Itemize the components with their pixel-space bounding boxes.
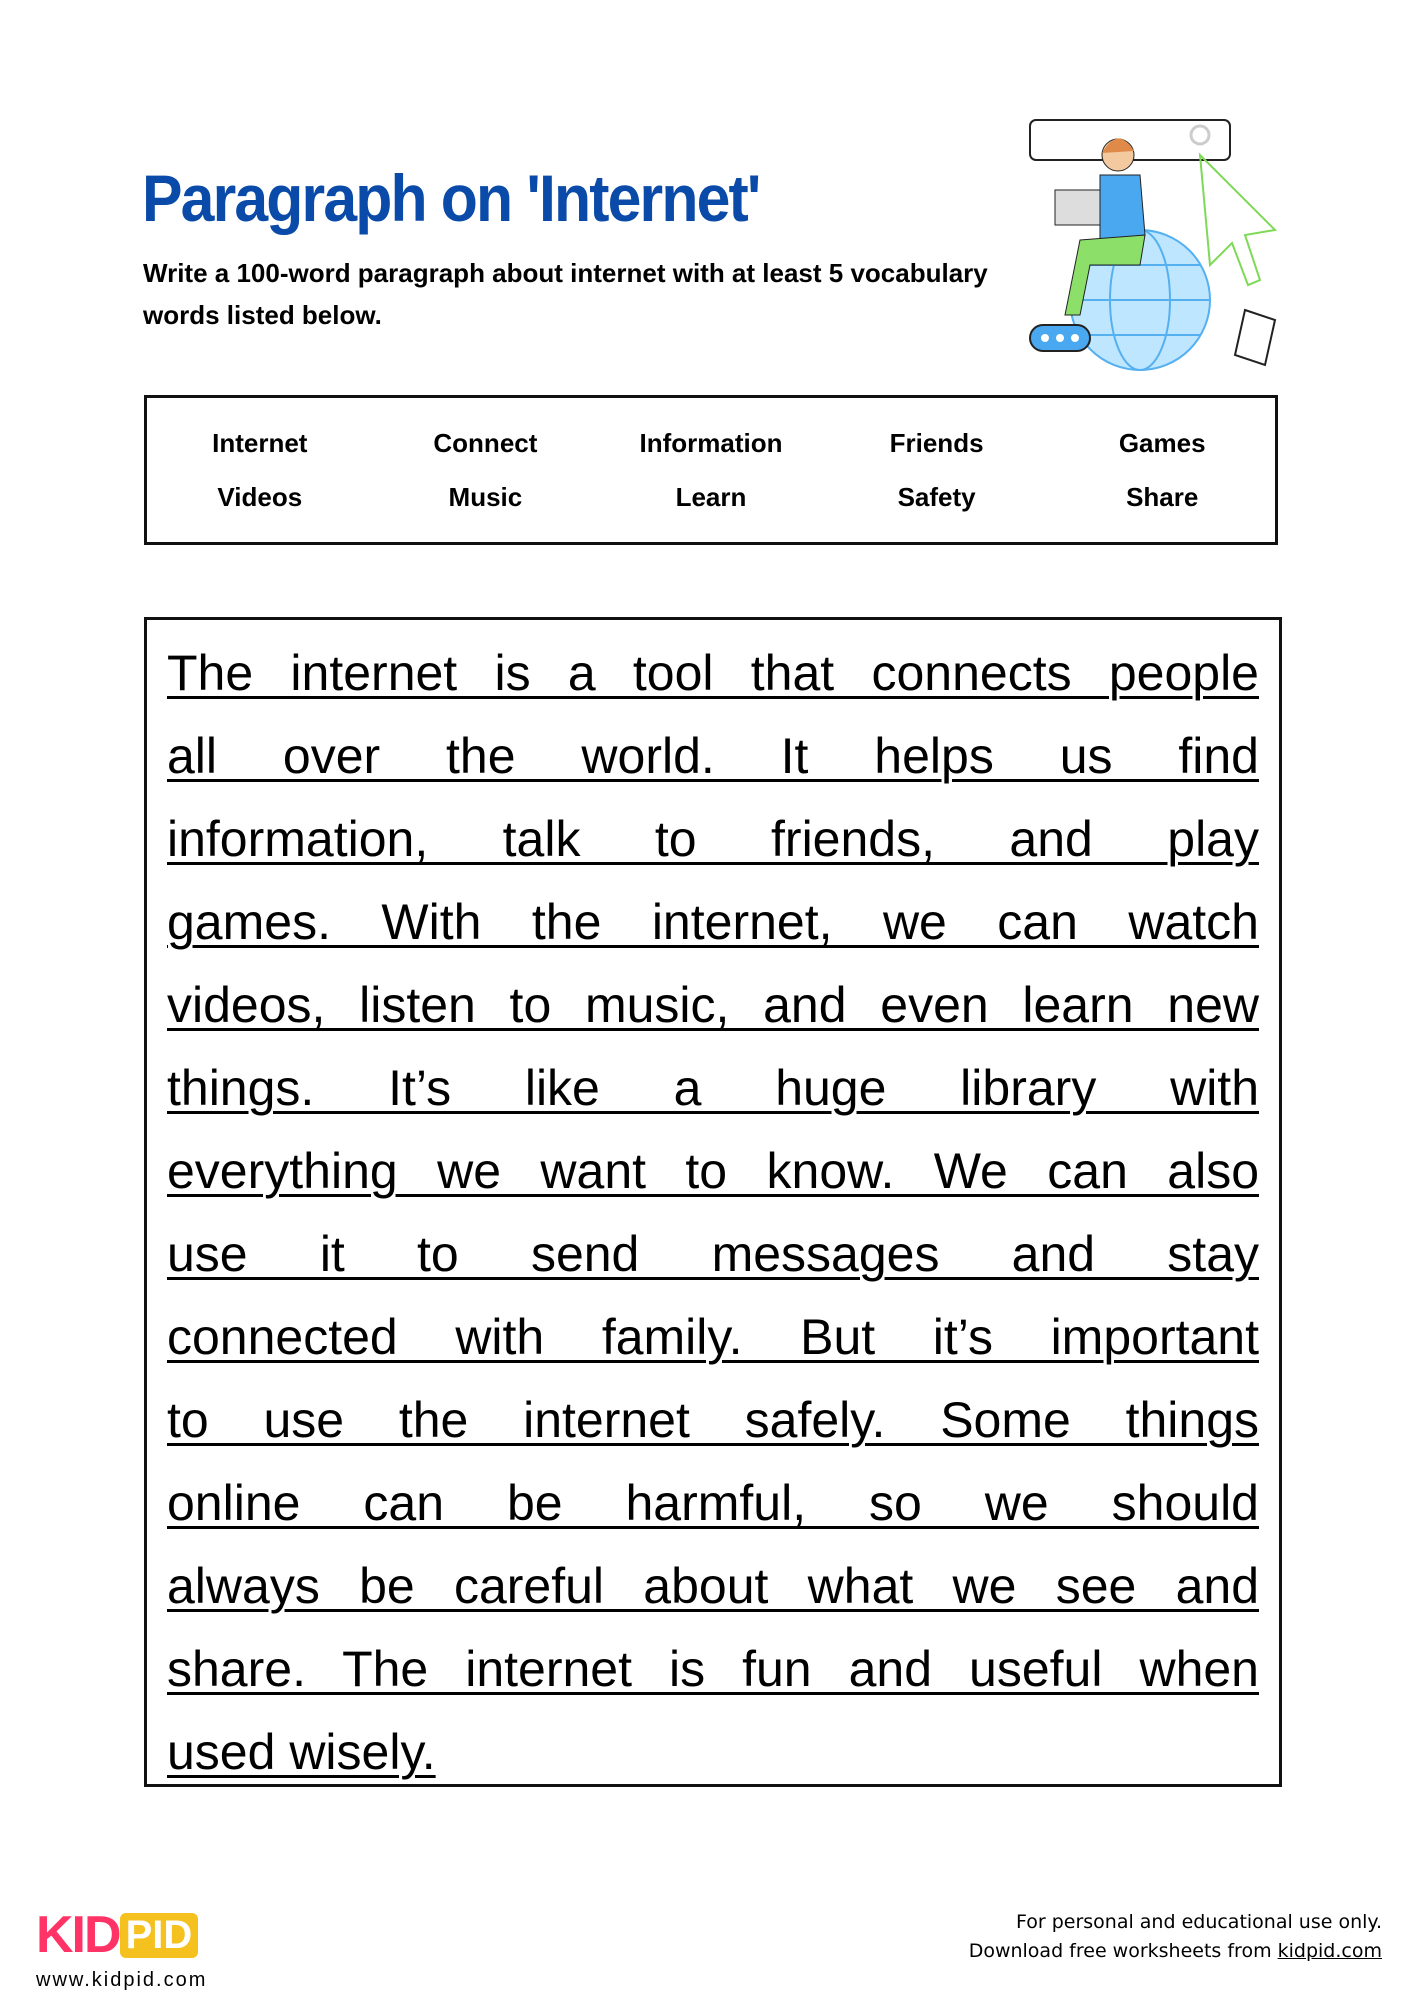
laptop-graphic (1055, 190, 1100, 225)
vocab-word: Information (639, 427, 783, 458)
usage-note: For personal and educational use only. (1015, 1911, 1382, 1933)
paragraph-line: The internet is a tool that connects people (167, 645, 1259, 701)
vocab-word: Friends (889, 427, 984, 458)
paragraph-line: games. With the internet, we can watch (167, 894, 1259, 950)
paragraph-line: all over the world. It helps us find (167, 728, 1259, 784)
vocab-word: Share (1126, 481, 1199, 512)
paragraph-line: connected with family. But it’s important (167, 1309, 1259, 1365)
vocab-word: Learn (675, 481, 747, 512)
vocab-word: Connect (433, 427, 538, 458)
paragraph-box (144, 617, 1282, 1787)
paragraph-line: used wisely. (167, 1724, 436, 1780)
instructions: Write a 100-word paragraph about internet with at least 5 vocabulary words listed below. (143, 258, 988, 330)
vocab-word: Music (448, 481, 523, 512)
paragraph-line: share. The internet is fun and useful when (167, 1641, 1259, 1697)
vocab-word: Internet (212, 427, 308, 458)
paragraph-line: always be careful about what we see and (167, 1558, 1259, 1614)
kidpid-link[interactable]: kidpid.com (1277, 1940, 1382, 1962)
kidpid-logo[interactable] (36, 1905, 207, 1992)
vocabulary-box (144, 395, 1278, 545)
paragraph-line: online can be harmful, so we should (167, 1475, 1259, 1531)
vocab-word: Safety (897, 481, 976, 512)
paragraph-line: things. It’s like a huge library with (167, 1060, 1259, 1116)
paragraph-line: information, talk to friends, and play (167, 811, 1259, 867)
document-icon (1235, 310, 1275, 365)
logo-pid: PID (120, 1913, 199, 1958)
logo-url: www.kidpid.com (36, 1969, 208, 1991)
boy-on-globe-illustration (1020, 115, 1290, 375)
cursor-arrow-icon (1200, 155, 1275, 285)
download-text: Download free worksheets from (968, 1940, 1278, 1962)
vocab-word: Videos (217, 481, 303, 512)
page-title: Paragraph on 'Internet' (142, 161, 760, 235)
paragraph-line: everything we want to know. We can also (167, 1143, 1259, 1199)
paragraph-line: to use the internet safely. Some things (167, 1392, 1259, 1448)
vocab-word: Games (1118, 427, 1206, 458)
paragraph-line: use it to send messages and stay (167, 1226, 1259, 1282)
footer-note (969, 1908, 1382, 1966)
paragraph-line: videos, listen to music, and even learn new (167, 977, 1259, 1033)
logo-kid: KID (36, 1906, 120, 1964)
